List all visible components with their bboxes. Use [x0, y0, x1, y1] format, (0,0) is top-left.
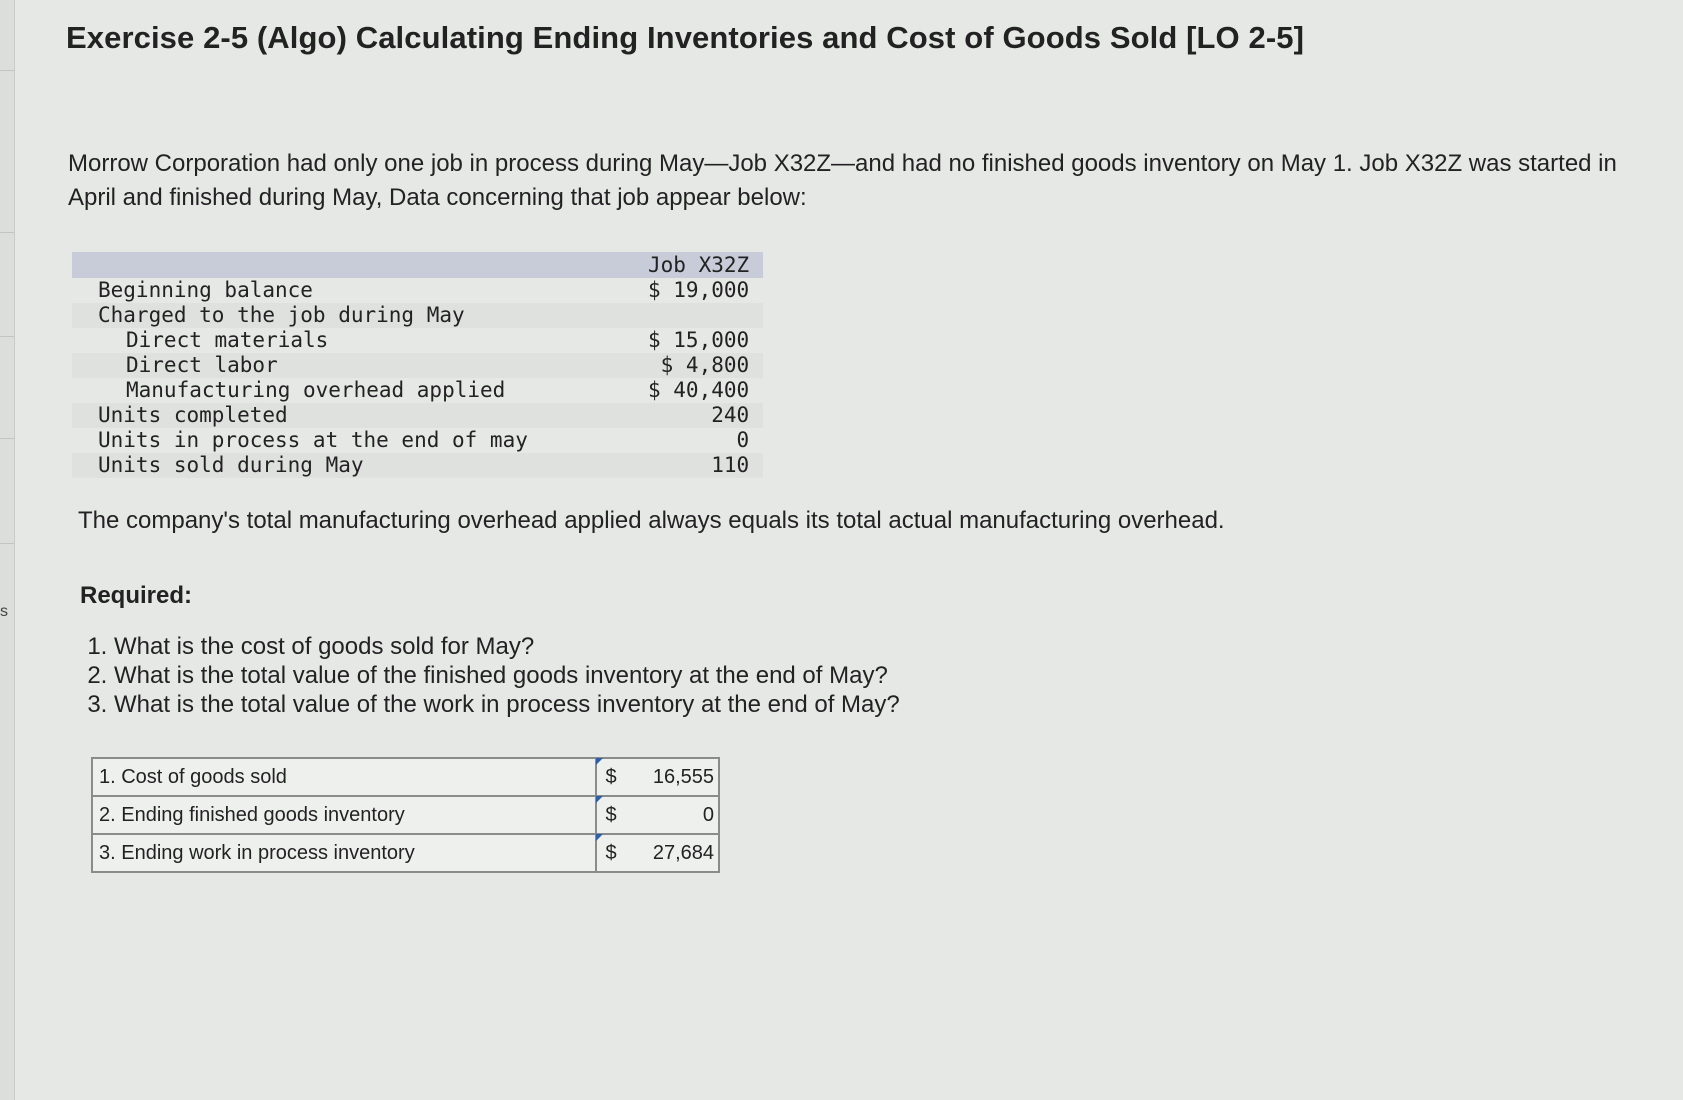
answer-input-work-in-process[interactable]: 27,684: [625, 834, 719, 872]
answer-label: 3. Ending work in process inventory: [92, 834, 596, 872]
required-questions-list: [80, 632, 1626, 719]
row-value: $ 4,800: [622, 353, 763, 378]
row-label: Units in process at the end of may: [98, 428, 528, 452]
row-label: Manufacturing overhead applied: [126, 378, 506, 402]
exercise-title: Exercise 2-5 (Algo) Calculating Ending Inventories and Cost of Goods Sold [LO 2-5]: [66, 20, 1305, 55]
table-row: [72, 328, 763, 353]
answer-row: [92, 758, 719, 796]
answer-label: 2. Ending finished goods inventory: [92, 796, 596, 834]
sidebar-tab-divider: [0, 232, 14, 233]
left-sidebar-strip: [0, 0, 15, 1100]
answer-currency: $: [596, 796, 625, 834]
exercise-page: [66, 20, 1626, 873]
row-label: Units completed: [72, 403, 622, 428]
answer-row: [92, 834, 719, 872]
job-data-header: Job X32Z: [622, 252, 763, 278]
row-label: Direct labor: [72, 353, 622, 378]
overhead-note: The company's total manufacturing overhead applied always equals its total actual manufacturing overhead.: [78, 507, 1225, 534]
table-row: [72, 453, 763, 478]
answer-row: [92, 796, 719, 834]
row-value: 110: [622, 453, 763, 478]
job-data-table: [72, 252, 763, 478]
row-value: $ 40,400: [648, 378, 750, 402]
row-label: Charged to the job during May: [72, 303, 622, 328]
answer-input-cost-of-goods-sold[interactable]: 16,555: [625, 758, 719, 796]
table-row: [72, 378, 763, 403]
row-label: Units sold during May: [72, 453, 622, 478]
sidebar-tab-divider: [0, 543, 14, 544]
job-data-header-blank: [72, 252, 622, 278]
intro-paragraph: Morrow Corporation had only one job in process during May—Job X32Z—and had no finished goods inventory on May 1. Job X32Z was started in April and finished during May, Data concerning that job appear below:: [68, 150, 1617, 211]
table-row: [72, 353, 763, 378]
question-item: 3. What is the total value of the work in process inventory at the end of May?: [114, 690, 1626, 719]
row-value: $ 19,000: [648, 278, 750, 302]
answer-table: [91, 757, 720, 873]
job-data-header-row: [72, 252, 763, 278]
row-value: 240: [622, 403, 763, 428]
answer-input-finished-goods[interactable]: 0: [625, 796, 719, 834]
row-value: $ 15,000: [648, 328, 750, 352]
required-heading: Required:: [80, 582, 193, 609]
row-value: 0: [736, 428, 750, 452]
row-label: Beginning balance: [98, 278, 313, 302]
table-row: [72, 278, 763, 303]
answer-currency: $: [596, 834, 625, 872]
table-row: [72, 303, 763, 328]
table-row: [72, 403, 763, 428]
sidebar-tab-divider: [0, 336, 14, 337]
question-item: 2. What is the total value of the finished goods inventory at the end of May?: [114, 661, 1626, 690]
sidebar-cut-text: s: [0, 603, 8, 620]
question-item: 1. What is the cost of goods sold for May?: [114, 632, 1626, 661]
row-value: [622, 303, 763, 328]
answer-currency: $: [596, 758, 625, 796]
table-row: [72, 428, 763, 453]
row-label: Direct materials: [126, 328, 329, 352]
sidebar-tab-divider: [0, 438, 14, 439]
answer-label: 1. Cost of goods sold: [92, 758, 596, 796]
sidebar-tab-divider: [0, 70, 14, 71]
